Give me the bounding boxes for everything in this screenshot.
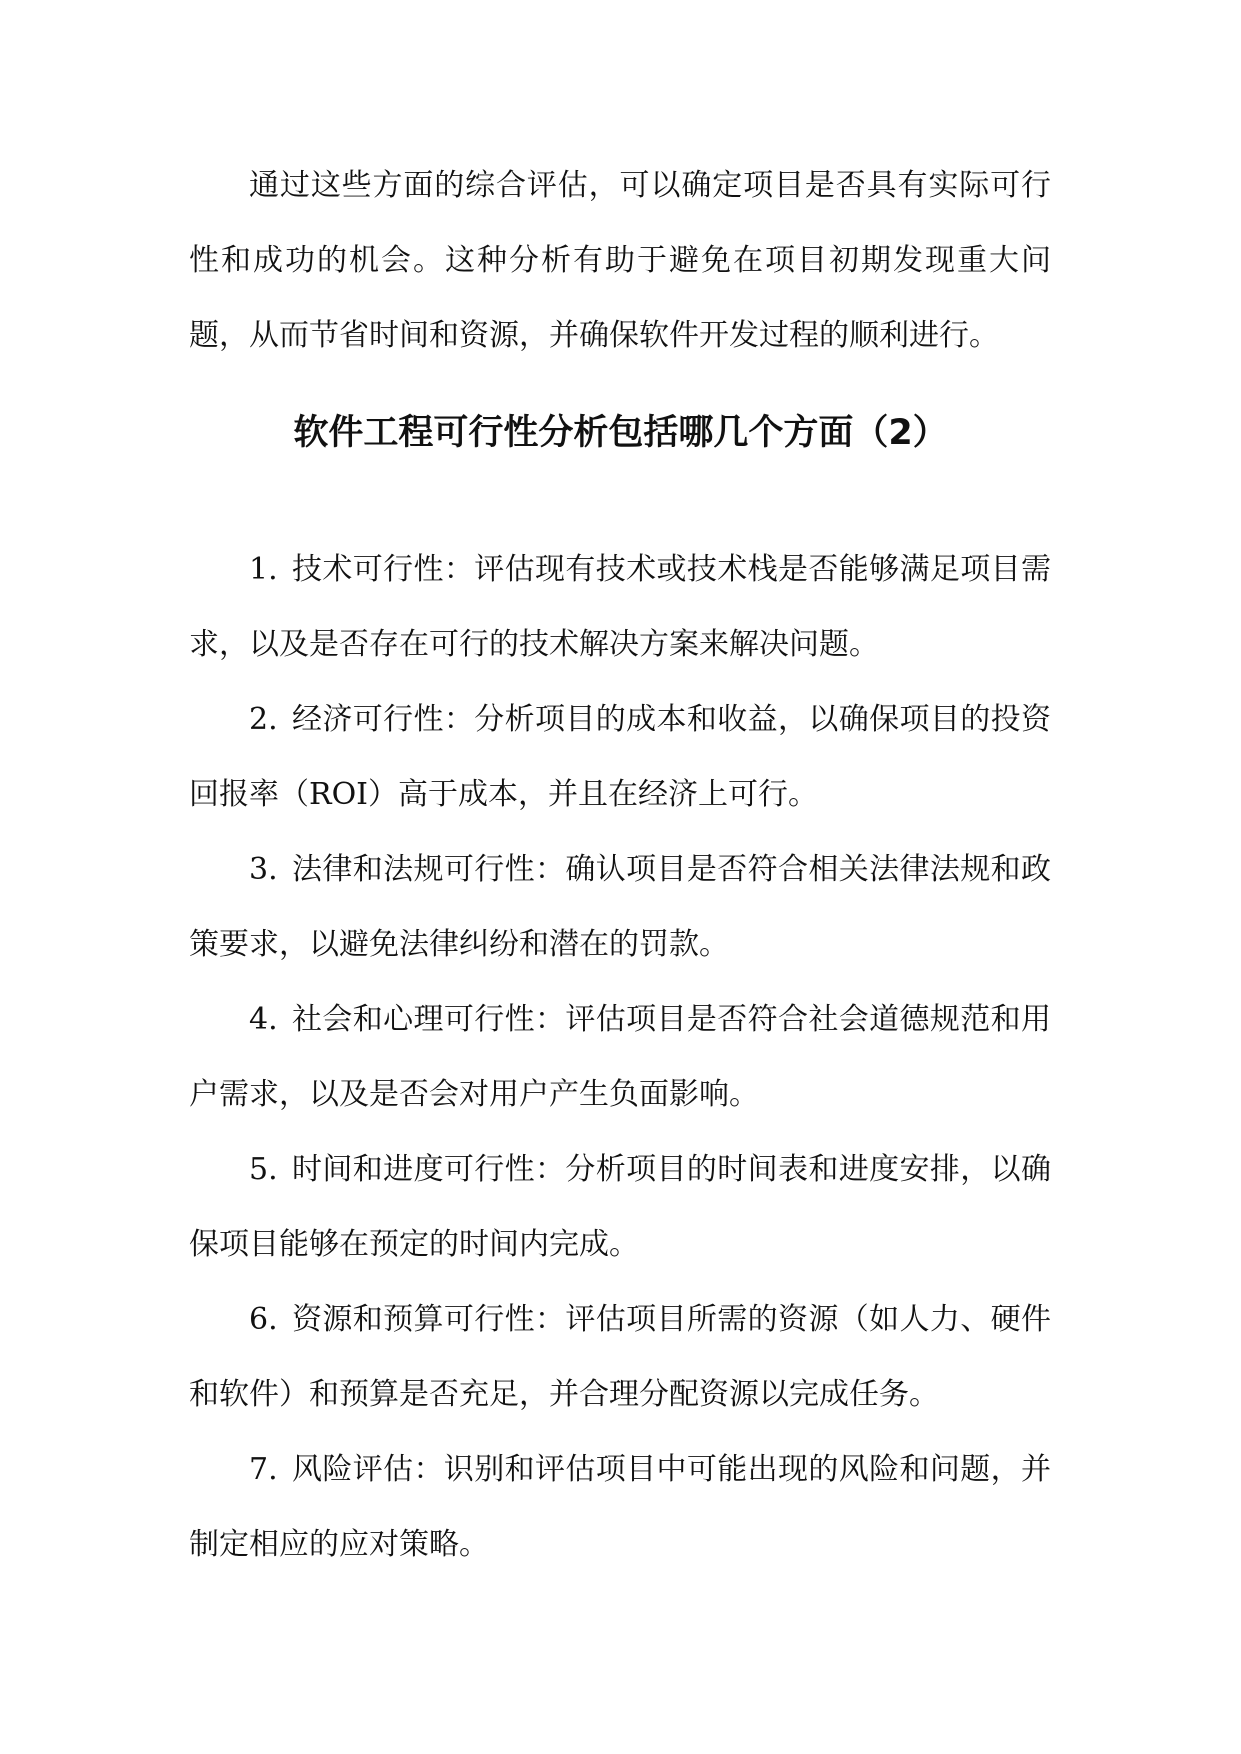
list-item-7 xyxy=(189,1432,1051,1582)
list-item-number: 1. xyxy=(249,552,278,587)
list-item-6 xyxy=(189,1282,1051,1432)
list-item-text: 风险评估：识别和评估项目中可能出现的风险和问题，并制定相应的应对策略。 xyxy=(189,1452,1051,1562)
list-item-number: 7. xyxy=(249,1452,278,1487)
list-item-text: 时间和进度可行性：分析项目的时间表和进度安排，以确保项目能够在预定的时间内完成。 xyxy=(189,1152,1051,1262)
list-item-text: 社会和心理可行性：评估项目是否符合社会道德规范和用户需求，以及是否会对用户产生负面影响。 xyxy=(189,1002,1051,1112)
list-item-5 xyxy=(189,1132,1051,1282)
list-item-number: 6. xyxy=(249,1302,278,1337)
list-item-4 xyxy=(189,982,1051,1132)
feasibility-list xyxy=(189,532,1051,1582)
list-item-number: 3. xyxy=(249,852,278,887)
list-item-1 xyxy=(189,532,1051,682)
list-item-number: 5. xyxy=(249,1152,278,1187)
list-item-text: 法律和法规可行性：确认项目是否符合相关法律法规和政策要求，以避免法律纠纷和潜在的罚款。 xyxy=(189,852,1051,962)
list-item-number: 2. xyxy=(249,702,278,737)
intro-paragraph: 通过这些方面的综合评估，可以确定项目是否具有实际可行性和成功的机会。这种分析有助于避免在项目初期发现重大问题，从而节省时间和资源，并确保软件开发过程的顺利进行。 xyxy=(189,168,1051,353)
list-item-text: 资源和预算可行性：评估项目所需的资源（如人力、硬件和软件）和预算是否充足，并合理分配资源以完成任务。 xyxy=(189,1302,1051,1412)
list-item-text: 经济可行性：分析项目的成本和收益，以确保项目的投资回报率（ROI）高于成本，并且在经济上可行。 xyxy=(189,702,1051,812)
section-heading: 软件工程可行性分析包括哪几个方面（2） xyxy=(293,413,948,453)
list-item-2 xyxy=(189,682,1051,832)
list-item-number: 4. xyxy=(249,1002,278,1037)
list-item-3 xyxy=(189,832,1051,982)
list-item-text: 技术可行性：评估现有技术或技术栈是否能够满足项目需求，以及是否存在可行的技术解决方案来解决问题。 xyxy=(189,552,1051,662)
